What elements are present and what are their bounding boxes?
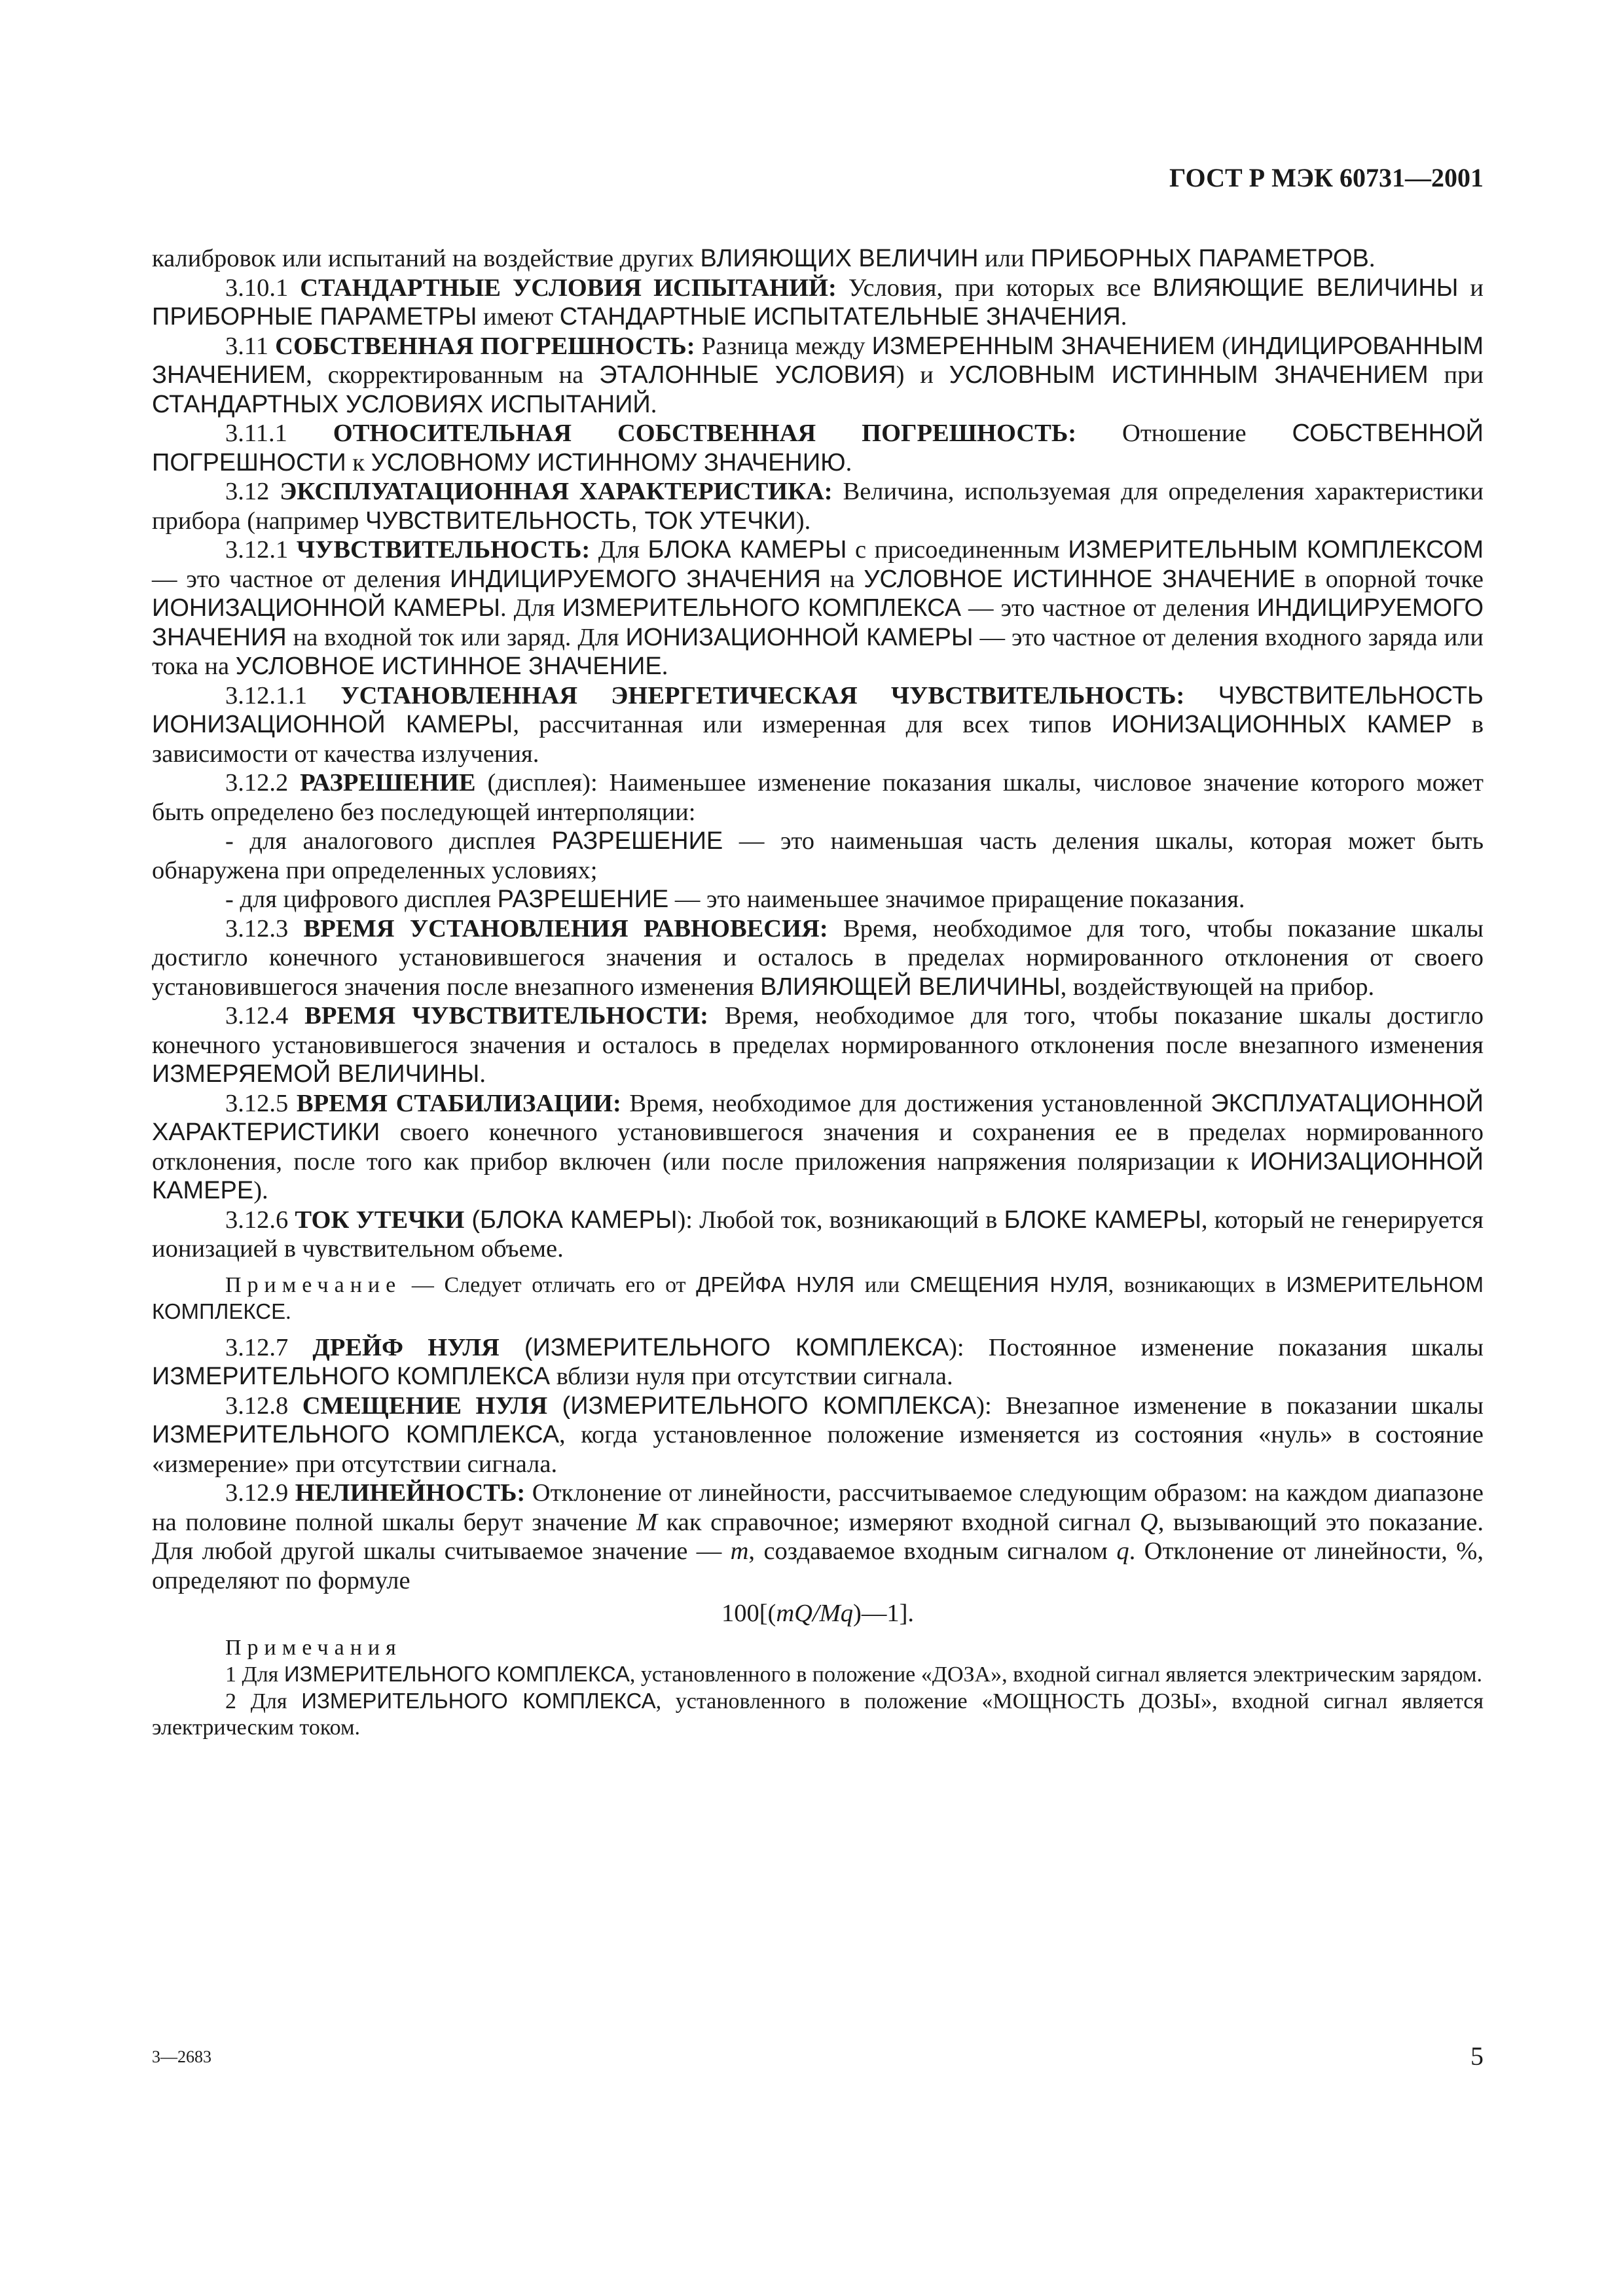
notes-label: Примечания bbox=[225, 1635, 402, 1660]
clause-3-12-1-1: 3.12.1.1 УСТАНОВЛЕННАЯ ЭНЕРГЕТИЧЕСКАЯ ЧУВСТВИТЕЛЬНОСТЬ: ЧУВСТВИТЕЛЬНОСТЬ ИОНИЗАЦИОННОЙ КАМЕРЫ, рассчитанная или измеренная для всех типов ИОНИЗАЦИОННЫХ КАМЕР в зависимости от качества излучения. bbox=[152, 681, 1484, 768]
note-dose: 1 Для ИЗМЕРИТЕЛЬНОГО КОМПЛЕКСА, установленного в положение «ДОЗА», входной сигнал является электрическим зарядом. bbox=[225, 1661, 1483, 1687]
nonlinearity-formula: 100[(mQ/Mq)—1]. bbox=[721, 1600, 915, 1627]
clause-3-12-5: 3.12.5 ВРЕМЯ СТАБИЛИЗАЦИИ: Время, необходимое для достижения установленной ЭКСПЛУАТАЦИОННОЙ ХАРАКТЕРИСТИКИ своего конечного установившегося значения и сохранения ее в пределах нормированного отклонения, после того как прибор включен (или после приложения напряжения поляризации к ИОНИЗАЦИОННОЙ КАМЕРЕ). bbox=[152, 1089, 1484, 1204]
document-body bbox=[152, 244, 1484, 1741]
clause-3-12-3: 3.12.3 ВРЕМЯ УСТАНОВЛЕНИЯ РАВНОВЕСИЯ: Время, необходимое для того, чтобы показание шкалы достигло конечного установившегося значения и осталось в пределах нормированного отклонения от своего установившегося значения после внезапного изменения ВЛИЯЮЩЕЙ ВЕЛИЧИНЫ, воздействующей на прибор. bbox=[152, 914, 1484, 1001]
clause-3-12-9: 3.12.9 НЕЛИНЕЙНОСТЬ: Отклонение от линейности, рассчитываемое следующим образом: на каждом диапазоне на половине полной шкалы берут значение M как справочное; измеряют входной сигнал Q, вызывающий это показание. Для любой другой шкалы считываемое значение — m, создаваемое входным сигналом q. Отклонение от линейности, %, определяют по формуле bbox=[152, 1479, 1484, 1594]
clause-3-12-6: 3.12.6 ТОК УТЕЧКИ (БЛОКА КАМЕРЫ): Любой ток, возникающий в БЛОКЕ КАМЕРЫ, который не генерируется ионизацией в чувствительном объеме. bbox=[152, 1206, 1484, 1263]
paragraph-continuation: калибровок или испытаний на воздействие других ВЛИЯЮЩИХ ВЕЛИЧИН или ПРИБОРНЫХ ПАРАМЕТРОВ. bbox=[152, 245, 1376, 272]
clause-3-12-2: 3.12.2 РАЗРЕШЕНИЕ (дисплея): Наименьшее изменение показания шкалы, числовое значение которого может быть определено без последующей интерполяции: bbox=[152, 769, 1484, 826]
note-drift-offset: Примечание — Следует отличать его от ДРЕЙФА НУЛЯ или СМЕЩЕНИЯ НУЛЯ, возникающих в ИЗМЕРИТЕЛЬНОМ КОМПЛЕКСЕ. bbox=[152, 1272, 1484, 1324]
clause-3-11-1: 3.11.1 ОТНОСИТЕЛЬНАЯ СОБСТВЕННАЯ ПОГРЕШНОСТЬ: Отношение СОБСТВЕННОЙ ПОГРЕШНОСТИ к УСЛОВНОМУ ИСТИННОМУ ЗНАЧЕНИЮ. bbox=[152, 420, 1484, 476]
clause-3-12-4: 3.12.4 ВРЕМЯ ЧУВСТВИТЕЛЬНОСТИ: Время, необходимое для того, чтобы показание шкалы достигло конечного установившегося значения и осталось в пределах нормированного отклонения после внезапного изменения ИЗМЕРЯЕМОЙ ВЕЛИЧИНЫ. bbox=[152, 1002, 1484, 1088]
footer-print-code: 3—2683 bbox=[152, 2047, 211, 2066]
clause-3-12-8: 3.12.8 СМЕЩЕНИЕ НУЛЯ (ИЗМЕРИТЕЛЬНОГО КОМПЛЕКСА): Внезапное изменение в показании шкалы ИЗМЕРИТЕЛЬНОГО КОМПЛЕКСА, когда установленное положение изменяется из состояния «нуль» в состояние «измерение» при отсутствии сигнала. bbox=[152, 1391, 1484, 1478]
clause-3-11: 3.11 СОБСТВЕННАЯ ПОГРЕШНОСТЬ: Разница между ИЗМЕРЕННЫМ ЗНАЧЕНИЕМ (ИНДИЦИРОВАННЫМ ЗНАЧЕНИЕМ, скорректированным на ЭТАЛОННЫЕ УСЛОВИЯ) и УСЛОВНЫМ ИСТИННЫМ ЗНАЧЕНИЕМ при СТАНДАРТНЫХ УСЛОВИЯХ ИСПЫТАНИЙ. bbox=[152, 332, 1484, 418]
clause-3-10-1: 3.10.1 СТАНДАРТНЫЕ УСЛОВИЯ ИСПЫТАНИЙ: Условия, при которых все ВЛИЯЮЩИЕ ВЕЛИЧИНЫ и ПРИБОРНЫЕ ПАРАМЕТРЫ имеют СТАНДАРТНЫЕ ИСПЫТАТЕЛЬНЫЕ ЗНАЧЕНИЯ. bbox=[152, 274, 1484, 331]
note-dose-rate: 2 Для ИЗМЕРИТЕЛЬНОГО КОМПЛЕКСА, установленного в положение «МОЩНОСТЬ ДОЗЫ», входной сигнал является электрическим током. bbox=[152, 1688, 1484, 1740]
clause-3-12: 3.12 ЭКСПЛУАТАЦИОННАЯ ХАРАКТЕРИСТИКА: Величина, используемая для определения характеристики прибора (например ЧУВСТВИТЕЛЬНОСТЬ, ТОК УТЕЧКИ). bbox=[152, 478, 1484, 535]
list-item-analog: - для аналогового дисплея РАЗРЕШЕНИЕ — это наименьшая часть деления шкалы, которая может быть обнаружена при определенных условиях; bbox=[152, 827, 1484, 884]
clause-3-12-1: 3.12.1 ЧУВСТВИТЕЛЬНОСТЬ: Для БЛОКА КАМЕРЫ с присоединенным ИЗМЕРИТЕЛЬНЫМ КОМПЛЕКСОМ — это частное от деления ИНДИЦИРУЕМОГО ЗНАЧЕНИЯ на УСЛОВНОЕ ИСТИННОЕ ЗНАЧЕНИЕ в опорной точке ИОНИЗАЦИОННОЙ КАМЕРЫ. Для ИЗМЕРИТЕЛЬНОГО КОМПЛЕКСА — это частное от деления ИНДИЦИРУЕМОГО ЗНАЧЕНИЯ на входной ток или заряд. Для ИОНИЗАЦИОННОЙ КАМЕРЫ — это частное от деления входного заряда или тока на УСЛОВНОЕ ИСТИННОЕ ЗНАЧЕНИЕ. bbox=[152, 536, 1484, 680]
clause-3-12-7: 3.12.7 ДРЕЙФ НУЛЯ (ИЗМЕРИТЕЛЬНОГО КОМПЛЕКСА): Постоянное изменение показания шкалы ИЗМЕРИТЕЛЬНОГО КОМПЛЕКСА вблизи нуля при отсутствии сигнала. bbox=[152, 1333, 1484, 1390]
page-number: 5 bbox=[1470, 2041, 1484, 2071]
list-item-digital: - для цифрового дисплея РАЗРЕШЕНИЕ — это наименьшее значимое приращение показания. bbox=[225, 886, 1245, 913]
document-header-id: ГОСТ Р МЭК 60731—2001 bbox=[1169, 163, 1484, 192]
